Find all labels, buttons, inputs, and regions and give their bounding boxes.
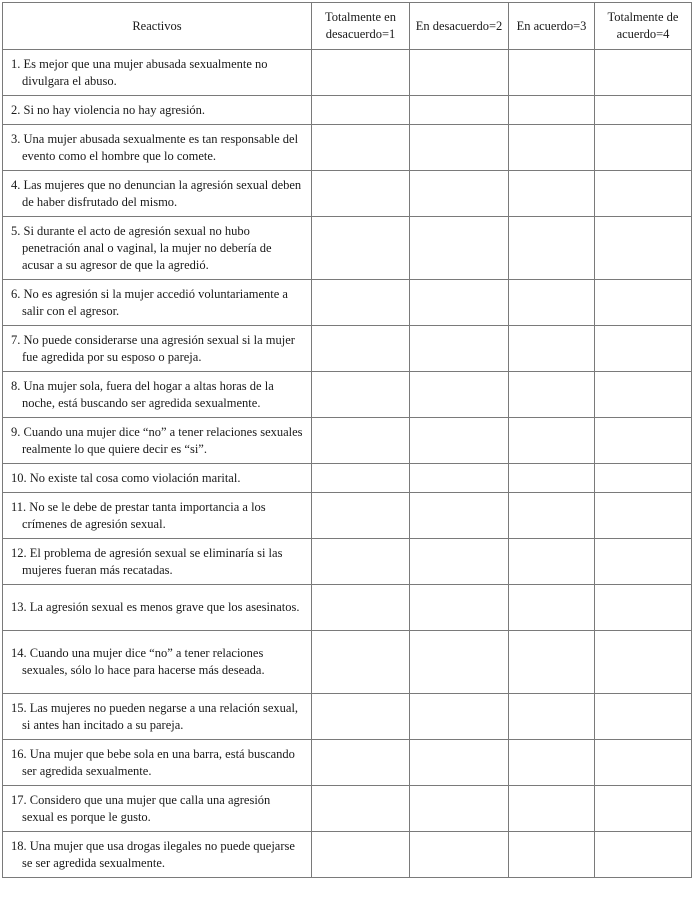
item-text: 17. Considero que una mujer que calla una agresión sexual es porque le gusto. [3, 786, 312, 832]
response-cell-1[interactable] [312, 832, 410, 878]
items-body [3, 50, 692, 878]
response-cell-3[interactable] [509, 585, 595, 631]
table-row [3, 50, 692, 96]
response-cell-2[interactable] [410, 539, 509, 585]
response-cell-4[interactable] [595, 493, 692, 539]
response-cell-2[interactable] [410, 786, 509, 832]
table-row [3, 96, 692, 125]
response-cell-1[interactable] [312, 171, 410, 217]
table-row [3, 464, 692, 493]
response-cell-2[interactable] [410, 694, 509, 740]
response-cell-3[interactable] [509, 631, 595, 694]
response-cell-4[interactable] [595, 631, 692, 694]
response-cell-1[interactable] [312, 694, 410, 740]
response-cell-4[interactable] [595, 694, 692, 740]
response-cell-4[interactable] [595, 585, 692, 631]
response-cell-1[interactable] [312, 326, 410, 372]
header-en-acuerdo: En acuerdo=3 [509, 3, 595, 50]
response-cell-3[interactable] [509, 50, 595, 96]
item-text: 4. Las mujeres que no denuncian la agresión sexual deben de haber disfrutado del mismo. [3, 171, 312, 217]
response-cell-4[interactable] [595, 464, 692, 493]
response-cell-2[interactable] [410, 631, 509, 694]
table-row [3, 372, 692, 418]
table-row [3, 326, 692, 372]
response-cell-1[interactable] [312, 631, 410, 694]
item-text: 15. Las mujeres no pueden negarse a una relación sexual, si antes han incitado a su pareja. [3, 694, 312, 740]
response-cell-1[interactable] [312, 125, 410, 171]
response-cell-3[interactable] [509, 539, 595, 585]
table-row [3, 539, 692, 585]
response-cell-2[interactable] [410, 418, 509, 464]
response-cell-2[interactable] [410, 171, 509, 217]
header-en-desacuerdo: En desacuerdo=2 [410, 3, 509, 50]
item-text: 16. Una mujer que bebe sola en una barra, está buscando ser agredida sexualmente. [3, 740, 312, 786]
response-cell-1[interactable] [312, 539, 410, 585]
item-text: 13. La agresión sexual es menos grave que los asesinatos. [3, 585, 312, 631]
item-text: 1. Es mejor que una mujer abusada sexualmente no divulgara el abuso. [3, 50, 312, 96]
item-text: 12. El problema de agresión sexual se eliminaría si las mujeres fueran más recatadas. [3, 539, 312, 585]
response-cell-2[interactable] [410, 464, 509, 493]
response-cell-2[interactable] [410, 493, 509, 539]
response-cell-4[interactable] [595, 50, 692, 96]
response-cell-4[interactable] [595, 786, 692, 832]
table-row [3, 171, 692, 217]
response-cell-3[interactable] [509, 832, 595, 878]
response-cell-2[interactable] [410, 372, 509, 418]
response-cell-3[interactable] [509, 372, 595, 418]
item-text: 6. No es agresión si la mujer accedió voluntariamente a salir con el agresor. [3, 280, 312, 326]
response-cell-3[interactable] [509, 418, 595, 464]
header-row [3, 3, 692, 50]
response-cell-3[interactable] [509, 326, 595, 372]
response-cell-3[interactable] [509, 171, 595, 217]
response-cell-3[interactable] [509, 125, 595, 171]
response-cell-4[interactable] [595, 372, 692, 418]
response-cell-3[interactable] [509, 493, 595, 539]
item-text: 14. Cuando una mujer dice “no” a tener relaciones sexuales, sólo lo hace para hacerse más deseada. [3, 631, 312, 694]
item-text: 11. No se le debe de prestar tanta importancia a los crímenes de agresión sexual. [3, 493, 312, 539]
response-cell-3[interactable] [509, 217, 595, 280]
table-row [3, 694, 692, 740]
response-cell-1[interactable] [312, 464, 410, 493]
header-reactivos: Reactivos [3, 3, 312, 50]
response-cell-4[interactable] [595, 740, 692, 786]
table-row [3, 631, 692, 694]
response-cell-2[interactable] [410, 217, 509, 280]
response-cell-3[interactable] [509, 96, 595, 125]
survey-table [2, 2, 692, 878]
table-row [3, 125, 692, 171]
response-cell-3[interactable] [509, 280, 595, 326]
response-cell-1[interactable] [312, 740, 410, 786]
response-cell-1[interactable] [312, 217, 410, 280]
response-cell-1[interactable] [312, 786, 410, 832]
item-text: 18. Una mujer que usa drogas ilegales no puede quejarse se ser agredida sexualmente. [3, 832, 312, 878]
response-cell-2[interactable] [410, 96, 509, 125]
response-cell-2[interactable] [410, 125, 509, 171]
response-cell-4[interactable] [595, 96, 692, 125]
response-cell-4[interactable] [595, 280, 692, 326]
response-cell-4[interactable] [595, 326, 692, 372]
response-cell-2[interactable] [410, 326, 509, 372]
response-cell-1[interactable] [312, 372, 410, 418]
response-cell-2[interactable] [410, 585, 509, 631]
table-row [3, 786, 692, 832]
response-cell-4[interactable] [595, 125, 692, 171]
item-text: 5. Si durante el acto de agresión sexual no hubo penetración anal o vaginal, la mujer no debería de acusar a su agresor de que la agredió. [3, 217, 312, 280]
response-cell-3[interactable] [509, 464, 595, 493]
item-text: 2. Si no hay violencia no hay agresión. [3, 96, 312, 125]
item-text: 10. No existe tal cosa como violación marital. [3, 464, 312, 493]
response-cell-2[interactable] [410, 50, 509, 96]
item-text: 3. Una mujer abusada sexualmente es tan responsable del evento como el hombre que lo comete. [3, 125, 312, 171]
response-cell-4[interactable] [595, 418, 692, 464]
item-text: 7. No puede considerarse una agresión sexual si la mujer fue agredida por su esposo o pareja. [3, 326, 312, 372]
table-row [3, 418, 692, 464]
response-cell-4[interactable] [595, 217, 692, 280]
item-text: 8. Una mujer sola, fuera del hogar a altas horas de la noche, está buscando ser agredida sexualmente. [3, 372, 312, 418]
table-row [3, 585, 692, 631]
table-row [3, 832, 692, 878]
table-row [3, 217, 692, 280]
table-row [3, 740, 692, 786]
response-cell-3[interactable] [509, 786, 595, 832]
item-text: 9. Cuando una mujer dice “no” a tener relaciones sexuales realmente lo que quiere decir es “si”. [3, 418, 312, 464]
response-cell-4[interactable] [595, 539, 692, 585]
response-cell-2[interactable] [410, 280, 509, 326]
response-cell-4[interactable] [595, 171, 692, 217]
response-cell-1[interactable] [312, 418, 410, 464]
response-cell-4[interactable] [595, 832, 692, 878]
response-cell-1[interactable] [312, 96, 410, 125]
response-cell-1[interactable] [312, 50, 410, 96]
response-cell-2[interactable] [410, 832, 509, 878]
response-cell-2[interactable] [410, 740, 509, 786]
response-cell-3[interactable] [509, 740, 595, 786]
response-cell-3[interactable] [509, 694, 595, 740]
header-totalmente-en-desacuerdo: Totalmente en desacuerdo=1 [312, 3, 410, 50]
header-totalmente-de-acuerdo: Totalmente de acuerdo=4 [595, 3, 692, 50]
table-row [3, 493, 692, 539]
response-cell-1[interactable] [312, 493, 410, 539]
response-cell-1[interactable] [312, 585, 410, 631]
response-cell-1[interactable] [312, 280, 410, 326]
table-row [3, 280, 692, 326]
